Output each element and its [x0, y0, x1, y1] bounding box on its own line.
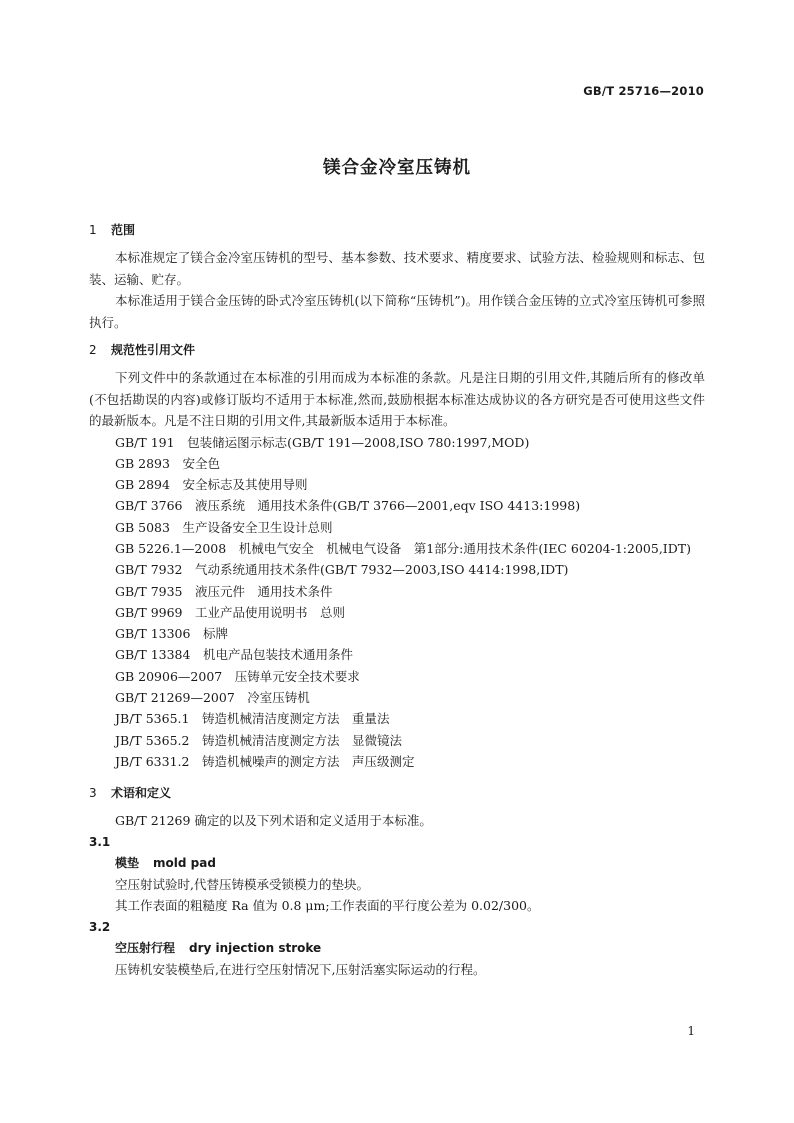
ref-code: GB 5226.1—2008: [115, 540, 227, 556]
scope-paragraph-1: 本标准规定了镁合金冷室压铸机的型号、基本参数、技术要求、精度要求、试验方法、检验规则和标志、包装、运输、贮存。: [89, 250, 705, 287]
reference-item: [89, 538, 705, 559]
section-3-heading: [89, 782, 705, 804]
ref-code: GB 5083: [115, 519, 170, 535]
ref-title: 标牌: [202, 626, 228, 642]
term-definition-note: 其工作表面的粗糙度 Ra 值为 0.8 μm;工作表面的平行度公差为 0.02/300。: [115, 898, 540, 914]
ref-code: GB/T 7935: [115, 583, 183, 599]
ref-title: 液压元件 通用技术条件: [195, 583, 333, 599]
page-number: 1: [687, 1024, 695, 1038]
ref-title: 生产设备安全卫生设计总则: [182, 519, 333, 535]
ref-code: GB/T 9969: [115, 604, 183, 620]
reference-item: [89, 687, 705, 708]
term-en: dry injection stroke: [189, 940, 322, 955]
reference-item: [89, 602, 705, 623]
ref-title: 液压系统 通用技术条件(GB/T 3766—2001,eqv ISO 4413:1998): [195, 498, 581, 514]
term-en: mold pad: [153, 855, 216, 870]
ref-title: 安全标志及其使用导则: [182, 477, 308, 493]
section-number: 1: [89, 223, 97, 237]
ref-title: 包装储运图示标志(GB/T 191—2008,ISO 780:1997,MOD): [187, 434, 530, 450]
reference-item: [89, 474, 705, 495]
scope-paragraph-2: 本标准适用于镁合金压铸的卧式冷室压铸机(以下简称“压铸机”)。用作镁合金压铸的立式冷室压铸机可参照执行。: [89, 293, 705, 330]
ref-code: GB 2893: [115, 455, 170, 471]
ref-title: 气动系统通用技术条件(GB/T 7932—2003,ISO 4414:1998,IDT): [195, 562, 569, 578]
ref-code: JB/T 6331.2: [115, 753, 190, 769]
reference-item: [89, 730, 705, 751]
ref-title: 机电产品包装技术通用条件: [202, 647, 353, 663]
term-definition: 空压射试验时,代替压铸模承受锁模力的垫块。: [115, 876, 369, 892]
ref-title: 铸造机械噪声的测定方法 声压级测定: [201, 753, 415, 769]
section-number: 2: [89, 343, 97, 357]
section-1-heading: [89, 219, 705, 241]
ref-code: GB 2894: [115, 477, 170, 493]
reference-item: [89, 644, 705, 665]
section-title: 范围: [111, 223, 136, 237]
reference-item: [89, 559, 705, 580]
reference-item: [89, 708, 705, 729]
terms-intro: GB/T 21269 确定的以及下列术语和定义适用于本标准。: [115, 813, 432, 829]
ref-title: 压铸单元安全技术要求: [234, 668, 360, 684]
ref-code: JB/T 5365.2: [115, 732, 190, 748]
term-dry-injection-stroke: [89, 938, 705, 959]
clause-3-1-number: 3.1: [89, 834, 111, 849]
reference-item: [89, 751, 705, 772]
section-2-heading: [89, 339, 705, 361]
ref-code: GB 20906—2007: [115, 668, 223, 684]
section-title: 规范性引用文件: [111, 343, 196, 357]
reference-item: [89, 517, 705, 538]
normative-intro: 下列文件中的条款通过在本标准的引用而成为本标准的条款。凡是注日期的引用文件,其随后所有的修改单(不包括勘误的内容)或修订版均不适用于本标准,然而,鼓励根据本标准达成协议的各方研究是否可使用这些文件的最新版本。凡是不注日期的引用文件,其最新版本适用于本标准。: [89, 370, 705, 428]
document-title: 镁合金冷室压铸机: [323, 158, 471, 178]
ref-code: GB/T 21269—2007: [115, 690, 235, 706]
standard-code: GB/T 25716—2010: [583, 84, 704, 98]
reference-item: [89, 432, 705, 453]
ref-title: 机械电气安全 机械电气设备 第1部分:通用技术条件(IEC 60204-1:2005,IDT): [238, 540, 691, 556]
term-mold-pad: [89, 853, 705, 874]
ref-code: GB/T 191: [115, 434, 175, 450]
clause-3-2-number: 3.2: [89, 919, 111, 934]
section-title: 术语和定义: [111, 786, 172, 801]
document-body: [89, 219, 705, 980]
ref-title: 冷室压铸机: [247, 690, 310, 706]
term-definition: 压铸机安装模垫后,在进行空压射情况下,压射活塞实际运动的行程。: [115, 961, 486, 977]
ref-title: 工业产品使用说明书 总则: [195, 604, 346, 620]
ref-title: 安全色: [182, 455, 220, 471]
ref-title: 铸造机械清洁度测定方法 重量法: [201, 711, 390, 727]
reference-item: [89, 495, 705, 516]
term-zh: 模垫: [115, 855, 140, 870]
reference-item: [89, 623, 705, 644]
ref-code: GB/T 13384: [115, 647, 191, 663]
term-zh: 空压射行程: [115, 940, 176, 955]
ref-code: JB/T 5365.1: [115, 711, 190, 727]
ref-code: GB/T 7932: [115, 562, 183, 578]
reference-list: [89, 432, 705, 773]
reference-item: [89, 581, 705, 602]
ref-code: GB/T 13306: [115, 626, 191, 642]
ref-code: GB/T 3766: [115, 498, 183, 514]
reference-item: [89, 666, 705, 687]
section-number: 3: [89, 786, 97, 801]
ref-title: 铸造机械清洁度测定方法 显微镜法: [201, 732, 402, 748]
reference-item: [89, 453, 705, 474]
